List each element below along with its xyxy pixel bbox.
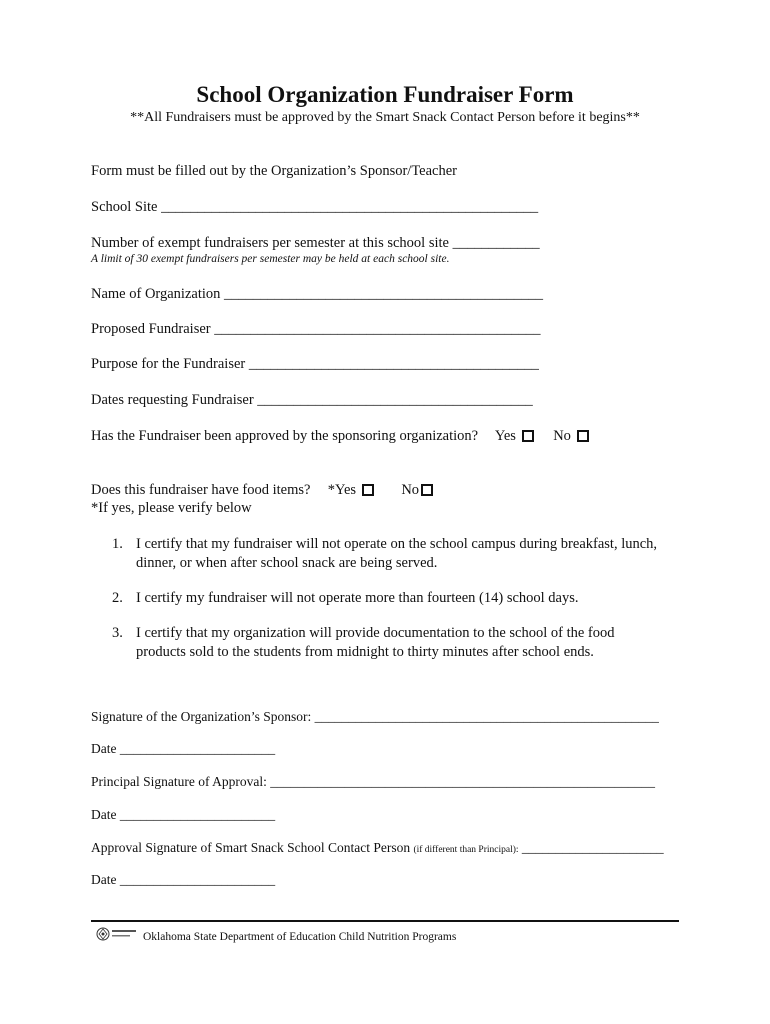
form-subtitle: **All Fundraisers must be approved by the Smart Snack Contact Person before it begins** (130, 110, 640, 125)
food-question-text: Does this fundraiser have food items? (91, 482, 311, 498)
date-field[interactable]: Date _______________________ (91, 807, 276, 822)
sponsor-signature-field[interactable]: Signature of the Organization’s Sponsor: ___________________________________________________ (91, 709, 659, 724)
certification-number: 3. (112, 625, 123, 641)
approved-yes-label: Yes (494, 428, 516, 444)
certification-text: I certify my fundraiser will not operate more than fourteen (14) school days. (136, 590, 579, 606)
food-yes-checkbox[interactable] (362, 484, 374, 496)
approved-yes-checkbox[interactable] (522, 430, 534, 442)
certification-item (112, 624, 672, 664)
date-field[interactable]: Date _______________________ (91, 741, 276, 756)
oklahoma-education-logo-icon (96, 926, 140, 942)
footer-text: Oklahoma State Department of Education Child Nutrition Programs (143, 931, 457, 943)
form-title: School Organization Fundraiser Form (196, 82, 574, 107)
contact-signature-label: Approval Signature of Smart Snack School Contact Person (91, 840, 411, 855)
certification-text: I certify that my fundraiser will not operate on the school campus during breakfast, lunch, dinner, or when after school snack are being served. (136, 536, 658, 571)
approved-no-checkbox[interactable] (577, 430, 589, 442)
certification-item (112, 589, 672, 609)
dates-field[interactable]: Dates requesting Fundraiser ______________________________________ (91, 392, 533, 408)
food-question (91, 482, 433, 499)
exempt-note: A limit of 30 exempt fundraisers per semester may be held at each school site. (91, 253, 450, 265)
approved-question (91, 428, 589, 445)
principal-signature-field[interactable]: Principal Signature of Approval: _________________________________________________________ (91, 774, 655, 789)
purpose-field[interactable]: Purpose for the Fundraiser ________________________________________ (91, 356, 539, 372)
contact-signature-line[interactable]: _____________________ (521, 840, 664, 855)
contact-signature-field[interactable] (91, 840, 664, 856)
certification-item (112, 535, 672, 575)
form-intro: Form must be filled out by the Organization’s Sponsor/Teacher (91, 163, 457, 179)
certification-text: I certify that my organization will provide documentation to the school of the food products sold to the students from midnight to thirty minutes after school ends. (136, 625, 615, 660)
school-site-field[interactable]: School Site ____________________________________________________ (91, 199, 539, 215)
approved-no-label: No (553, 428, 571, 444)
date-field[interactable]: Date _______________________ (91, 872, 276, 887)
food-no-checkbox[interactable] (421, 484, 433, 496)
contact-signature-note: (if different than Principal): (413, 845, 519, 855)
certification-number: 1. (112, 536, 123, 552)
approved-question-text: Has the Fundraiser been approved by the sponsoring organization? (91, 428, 479, 444)
organization-name-field[interactable]: Name of Organization ____________________________________________ (91, 286, 544, 302)
proposed-fundraiser-field[interactable]: Proposed Fundraiser _____________________________________________ (91, 321, 541, 337)
exempt-count-field[interactable]: Number of exempt fundraisers per semester at this school site ____________ (91, 235, 540, 251)
food-no-label: No (401, 482, 420, 498)
food-yes-label: *Yes (327, 482, 357, 498)
food-note: *If yes, please verify below (91, 500, 252, 516)
footer-divider (91, 920, 679, 922)
certification-number: 2. (112, 590, 123, 606)
